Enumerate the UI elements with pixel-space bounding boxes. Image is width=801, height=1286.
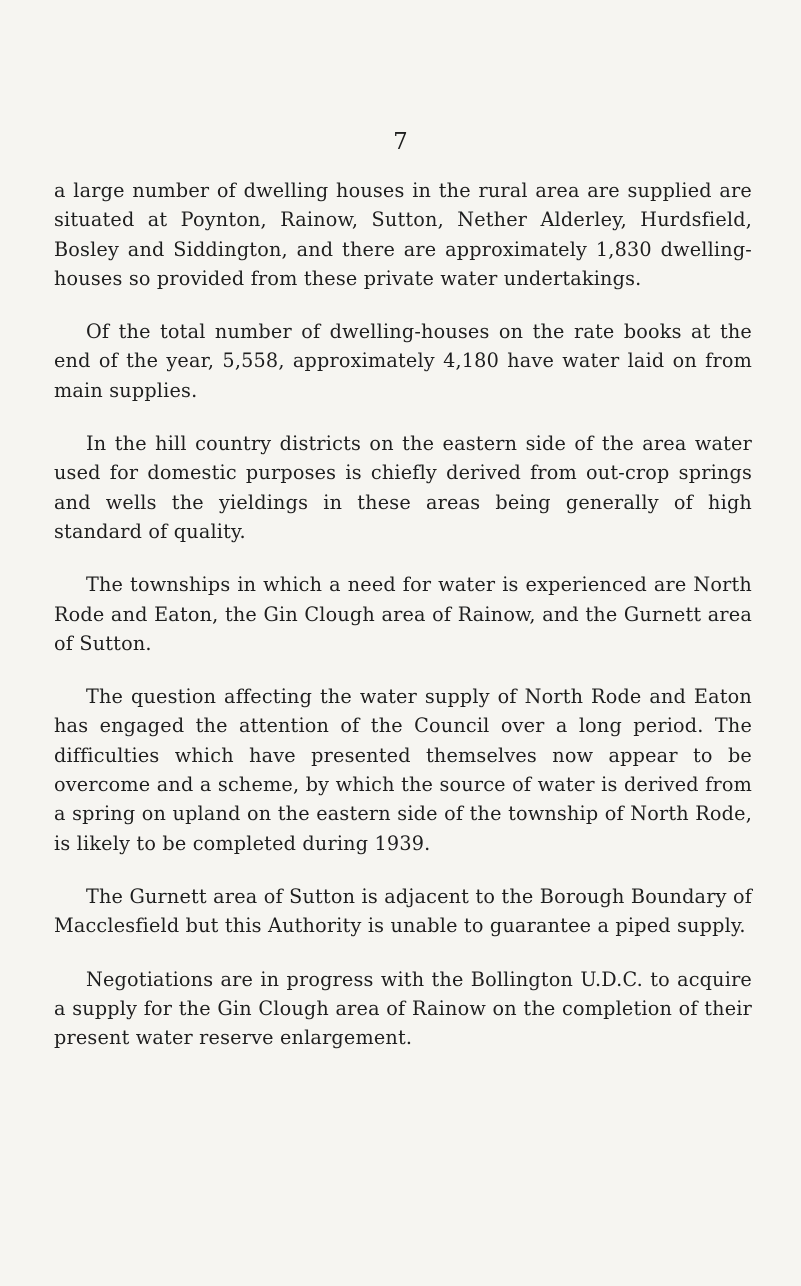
paragraph-north-rode: The question affecting the water supply of North Rode and Eaton has engaged the attention of the Council over a long period. The difficulties which have presented themselves now appear to be overcome and a scheme, by which the source of water is derived from a spring on upland on the eastern side of the township of North Rode, is likely to be completed during 1939.	[54, 685, 752, 855]
paragraph-townships: The townships in which a need for water is experienced are North Rode and Eaton, the Gin Clough area of Rainow, and the Gurnett area of Sutton.	[54, 573, 752, 655]
page-number: 7	[393, 129, 408, 155]
paragraph-gurnett: The Gurnett area of Sutton is adjacent to the Borough Boundary of Macclesfield but this Authority is unable to guarantee a piped supply.	[54, 884, 752, 938]
paragraph-rate-books: Of the total number of dwelling-houses on the rate books at the end of the year, 5,558, approximately 4,180 have water laid on from main supplies.	[54, 320, 752, 402]
paragraph-negotiations: Negotiations are in progress with the Bollington U.D.C. to acquire a supply for the Gin Clough area of Rainow on the completion of their present water reserve enlargement.	[54, 967, 752, 1050]
paragraph-hill-country: In the hill country districts on the eastern side of the area water used for domestic purposes is chiefly derived from out-crop springs and wells the yieldings in these areas being generally of high standard of quality.	[54, 432, 752, 543]
document-body	[54, 176, 752, 1076]
paragraph-continuation: a large number of dwelling houses in the rural area are supplied are situated at Poynton, Rainow, Sutton, Nether Alderley, Hurdsfield, Bosley and Siddington, and there are approximately 1,830 dwelling-houses so provided from these private water undertakings.	[54, 179, 752, 290]
